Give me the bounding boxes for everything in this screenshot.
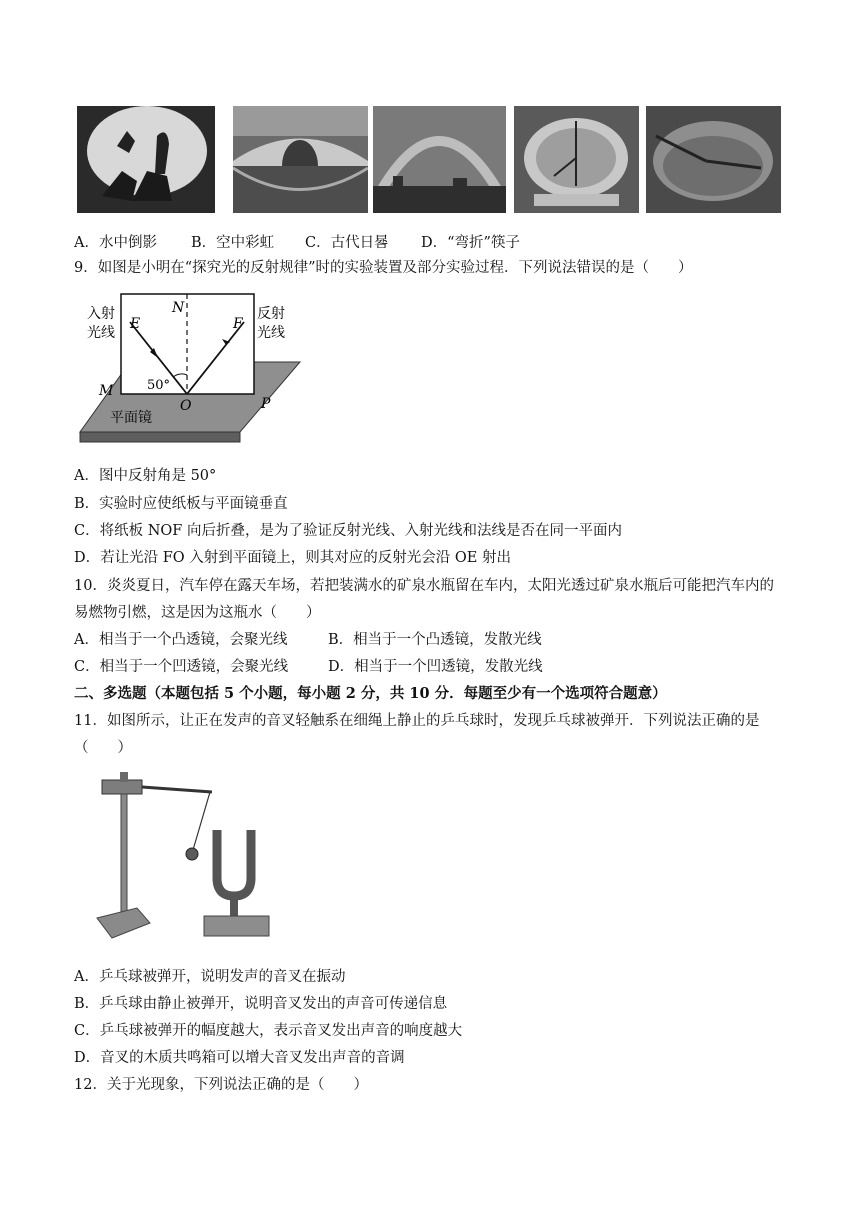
q8-option-c[interactable]: C．古代日晷 bbox=[305, 235, 389, 251]
photo-shadow-play bbox=[77, 106, 215, 213]
label-m: M bbox=[99, 383, 114, 399]
incident-label-1: 入射 bbox=[87, 306, 115, 322]
q9-option-d[interactable]: D．若让光沿 FO 入射到平面镜上，则其对应的反射光会沿 OE 射出 bbox=[74, 550, 511, 566]
angle-label: 50° bbox=[147, 378, 171, 393]
q9-option-c[interactable]: C．将纸板 NOF 向后折叠，是为了验证反射光线、入射光线和法线是否在同一平面内 bbox=[74, 523, 622, 539]
q11-option-c[interactable]: C．乒乓球被弹开的幅度越大，表示音叉发出声音的响度越大 bbox=[74, 1023, 463, 1039]
reflect-label-1: 反射 bbox=[257, 306, 285, 322]
section-heading-multi-choice: 二、多选题（本题包括 5 个小题，每小题 2 分，共 10 分．每题至少有一个选项符合题意） bbox=[74, 685, 667, 702]
q9-stem: 9．如图是小明在“探究光的反射规律”时的实验装置及部分实验过程．下列说法错误的是（ ） bbox=[74, 260, 693, 276]
q11-option-b[interactable]: B．乒乓球由静止被弹开，说明音叉发出的声音可传递信息 bbox=[74, 996, 448, 1012]
photo-bridge-reflection bbox=[233, 106, 368, 213]
q8-option-d[interactable]: D．“弯折”筷子 bbox=[421, 235, 520, 251]
mirror-label: 平面镜 bbox=[110, 410, 152, 426]
q11-stem-line1: 11．如图所示，让正在发声的音叉轻触系在细绳上静止的乒乓球时，发现乒乓球被弹开．下列说法正确的是 bbox=[74, 713, 760, 729]
label-f: F bbox=[233, 316, 243, 332]
q9-reflection-diagram bbox=[72, 282, 304, 452]
photo-bent-chopsticks bbox=[646, 106, 781, 213]
label-o: O bbox=[180, 398, 192, 414]
q8-option-a[interactable]: A．水中倒影 bbox=[74, 235, 157, 251]
photo-sundial bbox=[514, 106, 639, 213]
incident-label-2: 光线 bbox=[87, 325, 115, 341]
photo-rainbow bbox=[373, 106, 506, 213]
label-n: N bbox=[172, 300, 185, 316]
reflect-label-2: 光线 bbox=[257, 325, 285, 341]
q10-option-b[interactable]: B．相当于一个凸透镜，发散光线 bbox=[328, 632, 542, 648]
q11-tuning-fork-figure bbox=[92, 768, 282, 948]
q10-stem-line2: 易燃物引燃，这是因为这瓶水（ ） bbox=[74, 605, 321, 621]
q12-stem: 12．关于光现象，下列说法正确的是（ ） bbox=[74, 1077, 368, 1093]
label-p: P bbox=[261, 396, 271, 412]
q10-option-c[interactable]: C．相当于一个凹透镜，会聚光线 bbox=[74, 659, 289, 675]
q11-option-d[interactable]: D．音叉的木质共鸣箱可以增大音叉发出声音的音调 bbox=[74, 1050, 405, 1066]
q10-option-a[interactable]: A．相当于一个凸透镜，会聚光线 bbox=[74, 632, 288, 648]
q10-option-d[interactable]: D．相当于一个凹透镜，发散光线 bbox=[328, 659, 543, 675]
q11-stem-line2: （ ） bbox=[74, 740, 132, 756]
q9-option-b[interactable]: B．实验时应使纸板与平面镜垂直 bbox=[74, 496, 288, 512]
q11-option-a[interactable]: A．乒乓球被弹开，说明发声的音叉在振动 bbox=[74, 969, 346, 985]
q9-option-a[interactable]: A．图中反射角是 50° bbox=[74, 468, 217, 484]
label-e: E bbox=[130, 316, 141, 332]
q10-stem-line1: 10．炎炎夏日，汽车停在露天车场，若把装满水的矿泉水瓶留在车内，太阳光透过矿泉水瓶后可能把汽车内的 bbox=[74, 578, 774, 594]
q8-option-b[interactable]: B．空中彩虹 bbox=[191, 235, 275, 251]
